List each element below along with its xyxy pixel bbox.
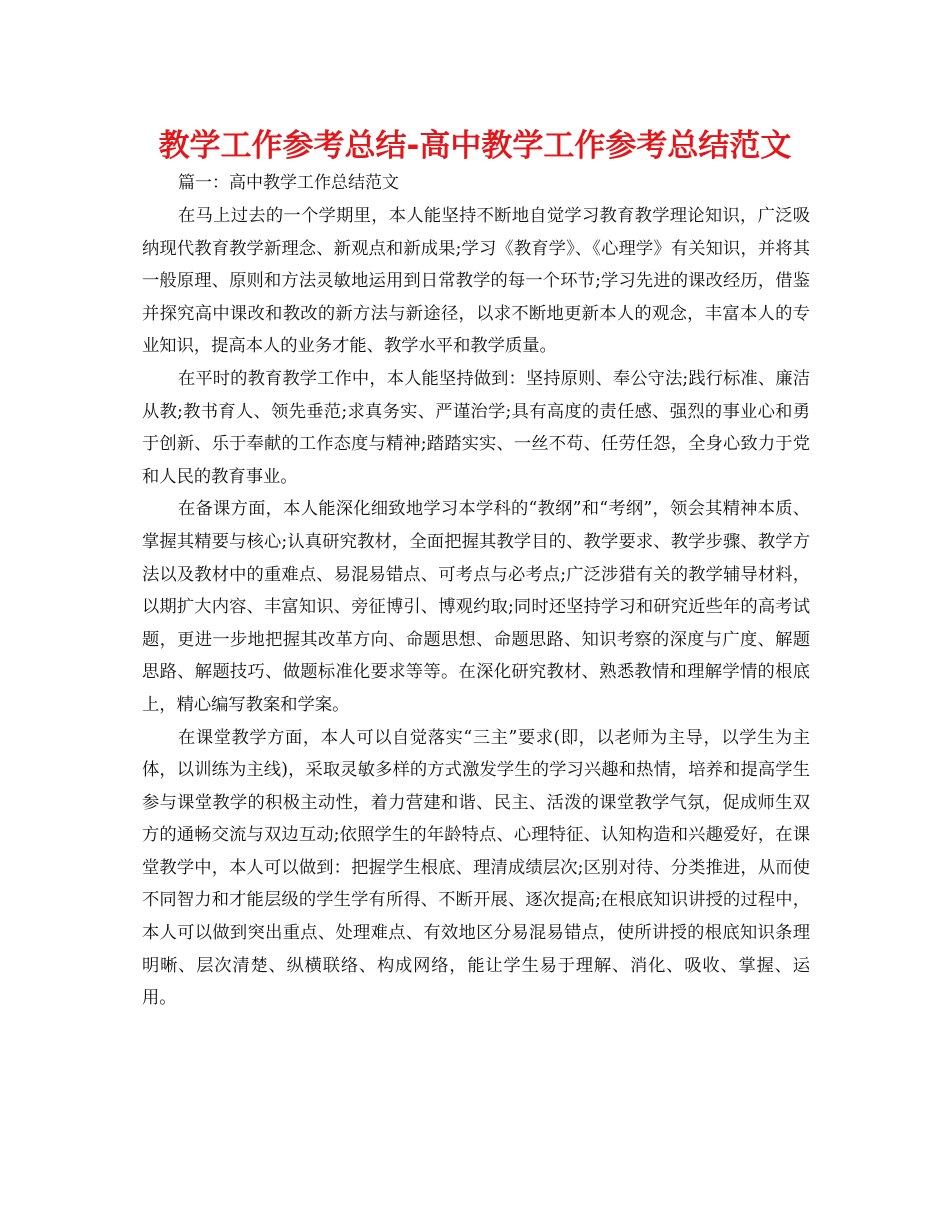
document-title: 教学工作参考总结-高中教学工作参考总结范文 — [158, 128, 792, 164]
paragraph-lesson-preparation: 在备课方面，本人能深化细致地学习本学科的“教纲”和“考纲”，领会其精神本质、掌握其精要与核心;认真研究教材，全面把握其教学目的、教学要求、教学步骤、教学方法以及教材中的重难点、易混易错点、可考点与必考点;广泛涉猎有关的教学辅导材料，以期扩大内容、丰富知识、旁征博引、博观约取;同时还坚持学习和研究近些年的高考试题，更进一步地把握其改革方向、命题思想、命题思路、知识考察的深度与广度、解题思路、解题技巧、做题标准化要求等等。在深化研究教材、熟悉教情和理解学情的根底上，精心编写教案和学案。 — [142, 499, 810, 715]
paragraph-conduct: 在平时的教育教学工作中，本人能坚持做到：坚持原则、奉公守法;践行标准、廉洁从教;教书育人、领先垂范;求真务实、严谨治学;具有高度的责任感、强烈的事业心和勇于创新、乐于奉献的工作态度与精神;踏踏实实、一丝不苟、任劳任怨，全身心致力于党和人民的教育事业。 — [142, 368, 810, 487]
document-body — [142, 200, 810, 1015]
paragraph-self-study: 在马上过去的一个学期里，本人能坚持不断地自觉学习教育教学理论知识，广泛吸纳现代教育教学新理念、新观点和新成果;学习《教育学》、《心理学》有关知识，并将其一般原理、原则和方法灵敏地运用到日常教学的每一个环节;学习先进的课改经历，借鉴并探究高中课改和教改的新方法与新途径，以求不断地更新本人的观念，丰富本人的专业知识，提高本人的业务才能、教学水平和教学质量。 — [142, 206, 810, 357]
paragraph-classroom-teaching: 在课堂教学方面，本人可以自觉落实“三主”要求(即，以老师为主导，以学生为主体，以训练为主线)，采取灵敏多样的方式激发学生的学习兴趣和热情，培养和提高学生参与课堂教学的积极主动性，着力营建和谐、民主、活泼的课堂教学气氛，促成师生双方的通畅交流与双边互动;依照学生的年龄特点、心理特征、认知构造和兴趣爱好，在课堂教学中，本人可以做到：把握学生根底、理清成绩层次;区别对待、分类推进，从而使不同智力和才能层级的学生学有所得、不断开展、逐次提高;在根底知识讲授的过程中，本人可以做到突出重点、处理难点、有效地区分易混易错点，使所讲授的根底知识条理明晰、层次清楚、纵横联络、构成网络，能让学生易于理解、消化、吸收、掌握、运用。 — [142, 727, 810, 1009]
section-heading: 篇一：高中教学工作总结范文 — [178, 173, 399, 193]
